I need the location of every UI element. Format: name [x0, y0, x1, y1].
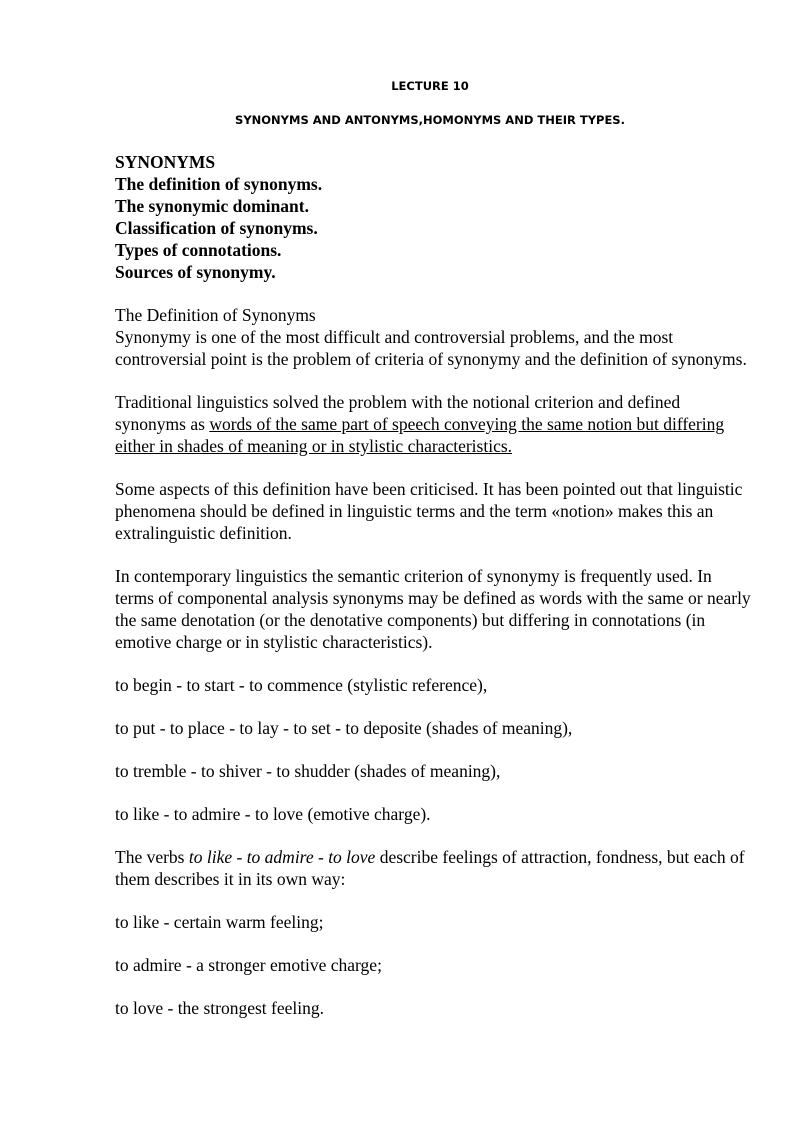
lecture-number: LECTURE 10 — [391, 79, 469, 93]
paragraph — [115, 846, 755, 890]
definition-line: to love - the strongest feeling. — [115, 998, 324, 1018]
paragraph — [115, 391, 755, 457]
paragraph: Some aspects of this definition have been criticised. It has been pointed out that linguistic phenomena should be defined in linguistic terms and the term «notion» makes this an extralinguistic definition. — [115, 479, 743, 543]
spacer — [115, 825, 755, 846]
paragraph-text: describe feelings of attraction, fondness, but each of them describes it in its own way: — [115, 847, 745, 889]
document-body — [115, 151, 755, 1019]
example-line: to put - to place - to lay - to set - to deposite (shades of meaning), — [115, 718, 573, 738]
spacer — [115, 933, 755, 954]
italic-verbs: to like - to admire - to love — [188, 847, 376, 867]
spacer — [115, 544, 755, 565]
spacer — [115, 653, 755, 674]
definition-line: to like - certain warm feeling; — [115, 912, 324, 932]
paragraph: Synonymy is one of the most difficult and controversial problems, and the most controversial point is the problem of criteria of synonymy and the definition of synonyms. — [115, 327, 747, 369]
spacer — [115, 457, 755, 478]
example-line: to tremble - to shiver - to shudder (shades of meaning), — [115, 761, 501, 781]
spacer — [115, 782, 755, 803]
spacer — [115, 976, 755, 997]
spacer — [115, 739, 755, 760]
definition-line: to admire - a stronger emotive charge; — [115, 955, 382, 975]
underlined-definition: words of the same part of speech conveying the same notion but differing either in shades of meaning or in stylistic characteristics. — [115, 414, 725, 456]
spacer — [115, 890, 755, 911]
outline-item: Types of connotations. — [115, 240, 282, 260]
paragraph-text: Traditional linguistics solved the problem with the notional criterion and defined synonyms as — [115, 392, 681, 434]
paragraph: In contemporary linguistics the semantic criterion of synonymy is frequently used. In terms of componental analysis synonyms may be defined as words with the same or nearly the same denotation (or the denotative components) but differing in connotations (in emotive charge or in stylistic characteristics). — [115, 566, 751, 652]
section-heading: The Definition of Synonyms — [115, 305, 316, 325]
spacer — [115, 283, 755, 304]
outline-item: The definition of synonyms. — [115, 174, 323, 194]
outline-item: SYNONYMS — [115, 152, 216, 172]
paragraph-text: The verbs — [115, 847, 189, 867]
spacer — [115, 696, 755, 717]
outline-item: Sources of synonymy. — [115, 262, 276, 282]
example-line: to like - to admire - to love (emotive charge). — [115, 804, 431, 824]
lecture-title: SYNONYMS AND ANTONYMS,HOMONYMS AND THEIR TYPES. — [235, 113, 625, 127]
outline-item: Classification of synonyms. — [115, 218, 318, 238]
outline-item: The synonymic dominant. — [115, 196, 309, 216]
outline-list — [115, 151, 755, 283]
spacer — [115, 370, 755, 391]
example-line: to begin - to start - to commence (stylistic reference), — [115, 675, 488, 695]
